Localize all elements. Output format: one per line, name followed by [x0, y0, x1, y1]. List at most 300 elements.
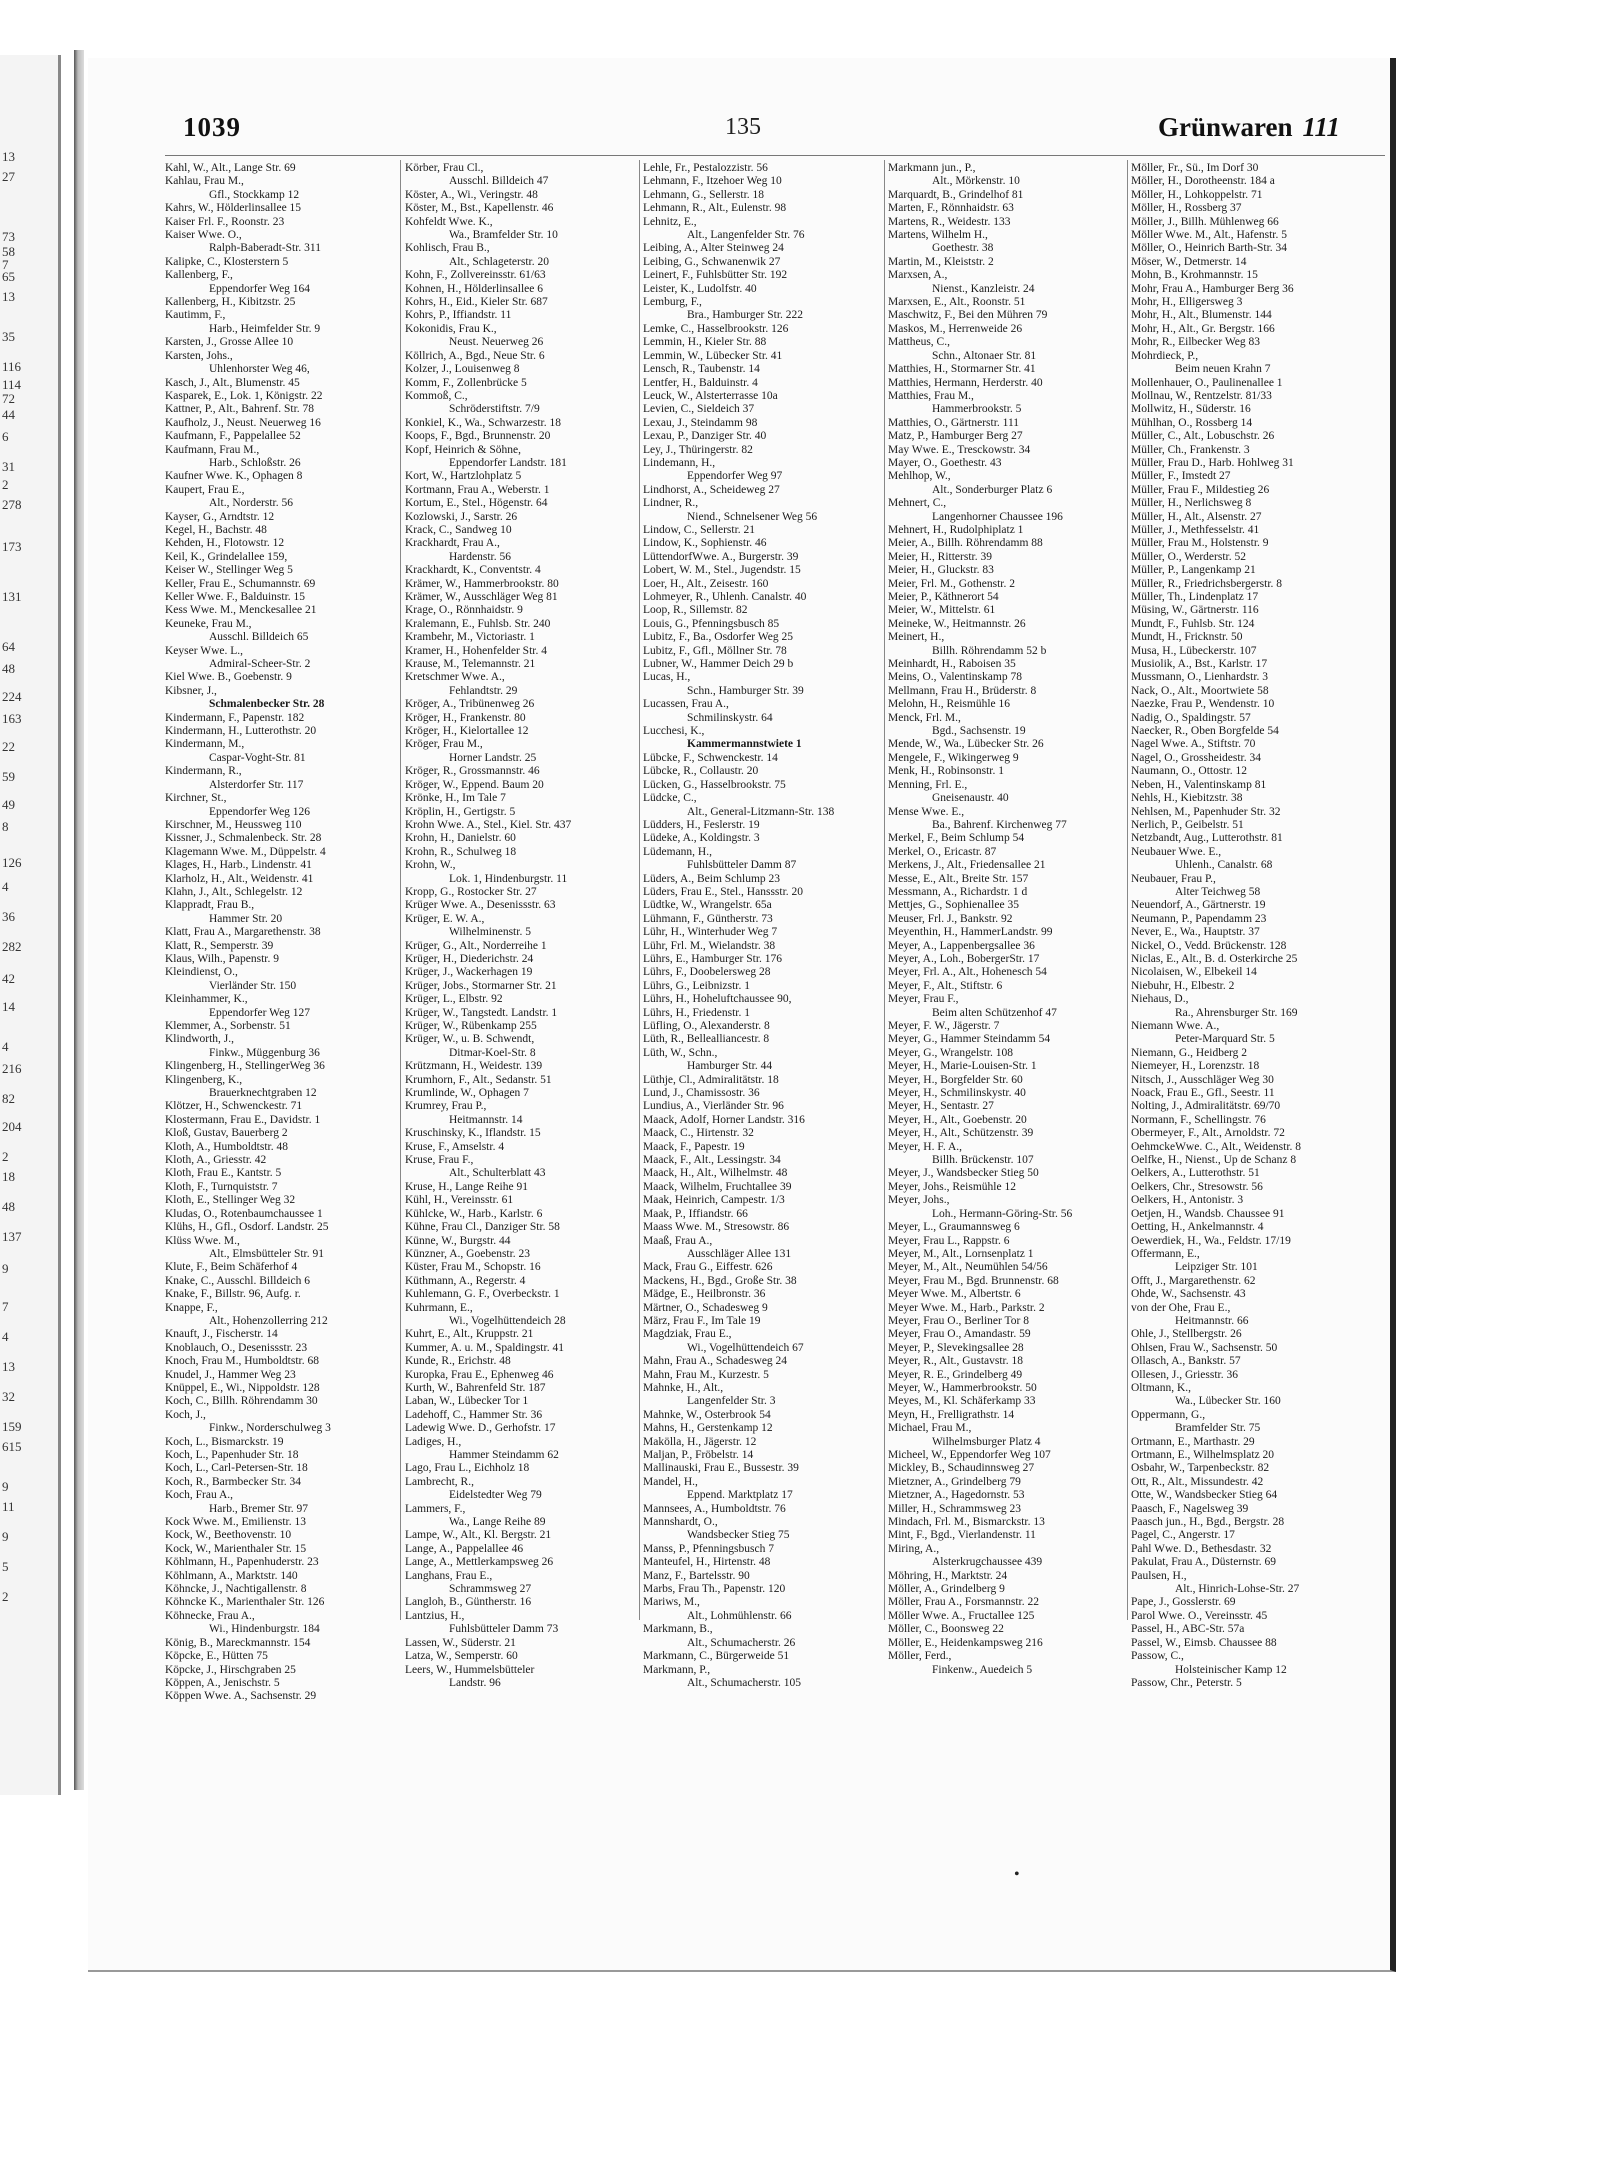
directory-entry: Meyer, J., Wandsbecker Stieg 50 [888, 1167, 1039, 1180]
margin-fragment: 9 [2, 1529, 9, 1544]
directory-entry: Konkiel, K., Wa., Schwarzestr. 18 [405, 416, 561, 429]
directory-entry: Klingenberg, H., StellingerWeg 36 [165, 1060, 325, 1073]
directory-entry: Kayser, G., Arndtstr. 12 [165, 510, 275, 523]
directory-entry: Karsten, J., Grosse Allee 10 [165, 336, 294, 349]
directory-entry: Oelfke, H., Nienst., Up de Schanz 8 [1131, 1154, 1297, 1167]
directory-entry: Mietzner, A., Grindelberg 79 [888, 1475, 1021, 1488]
directory-entry: Meyer, Frau L., Rappstr. 6 [888, 1234, 1010, 1247]
margin-fragment: 173 [2, 539, 22, 554]
directory-entry: Meyer, Johs., Reismühle 12 [888, 1180, 1016, 1193]
directory-entry: Meyer, P., Slevekingsallee 28 [888, 1341, 1024, 1354]
directory-entry: Landstr. 96 [449, 1676, 501, 1689]
directory-column-2 [405, 162, 637, 1689]
directory-entry: Krönke, H., Im Tale 7 [405, 792, 506, 805]
directory-entry: Maak, P., Iffiandstr. 66 [643, 1207, 748, 1220]
directory-entry: Kruse, Frau F., [405, 1154, 474, 1167]
directory-entry: Schmalenbecker Str. 28 [209, 698, 325, 711]
directory-entry: Kohlisch, Frau B., [405, 242, 490, 255]
column-divider [639, 160, 640, 1620]
directory-entry: Lubitz, F., Ba., Osdorfer Weg 25 [643, 631, 793, 644]
directory-entry: Kuhrmann, E., [405, 1301, 473, 1314]
margin-fragment: 8 [2, 819, 9, 834]
directory-entry: Lange, A., Mettlerkampsweg 26 [405, 1556, 554, 1569]
directory-entry: Leipziger Str. 101 [1175, 1261, 1258, 1274]
directory-entry: Kaufner Wwe. K., Ophagen 8 [165, 470, 303, 483]
directory-entry: Krämer, W., Hammerbrookstr. 80 [405, 577, 559, 590]
directory-entry: Bgd., Sachsenstr. 19 [932, 725, 1026, 738]
directory-entry: Mariws, M., [643, 1596, 700, 1609]
directory-entry: Bra., Hamburger Str. 222 [687, 309, 804, 322]
directory-entry: Körber, Frau Cl., [405, 162, 484, 174]
directory-entry: Kiel Wwe. B., Goebenstr. 9 [165, 671, 292, 684]
directory-entry: Köhnecke, Frau A., [165, 1609, 255, 1622]
margin-fragment: 22 [2, 739, 15, 754]
directory-entry: Alt., Mörkenstr. 10 [932, 175, 1020, 188]
directory-entry: Knoch, Frau M., Humboldtstr. 68 [165, 1355, 319, 1368]
directory-entry: Beim neuen Krahn 7 [1175, 363, 1271, 376]
margin-fragment: 4 [2, 879, 9, 894]
directory-entry: Noack, Frau E., Gfl., Seestr. 11 [1131, 1087, 1275, 1100]
directory-entry: Eppend. Marktplatz 17 [687, 1489, 793, 1502]
directory-entry: Komm, F., Zollenbrücke 5 [405, 376, 527, 389]
directory-entry: May Wwe. E., Tresckowstr. 34 [888, 443, 1031, 456]
directory-entry: Ra., Ahrensburger Str. 169 [1175, 1006, 1298, 1019]
margin-fragment: 126 [2, 855, 22, 870]
margin-fragment: 14 [2, 999, 15, 1014]
directory-entry: Krohn Wwe. A., Stel., Kiel. Str. 437 [405, 818, 572, 831]
directory-entry: Menning, Frl. E., [888, 778, 968, 791]
directory-entry: Mehnert, C., [888, 497, 947, 510]
directory-entry: Schrammsweg 27 [449, 1583, 532, 1596]
directory-entry: Meyer, Frl. A., Alt., Hohenesch 54 [888, 966, 1047, 979]
directory-entry: Finkenw., Auedeich 5 [932, 1663, 1033, 1676]
directory-entry: Müller, J., Methfesselstr. 41 [1131, 523, 1260, 536]
margin-fragment: 48 [2, 1199, 15, 1214]
directory-entry: Alt., General-Litzmann-Str. 138 [687, 805, 835, 818]
directory-entry: Peter-Marquard Str. 5 [1175, 1033, 1275, 1046]
directory-entry: Kohrs, P., Iffiandstr. 11 [405, 309, 512, 322]
directory-entry: Meyer, H., Borgfelder Str. 60 [888, 1073, 1023, 1086]
directory-entry: Krohn, R., Schulweg 18 [405, 845, 517, 858]
directory-entry: Martin, M., Kleiststr. 2 [888, 255, 994, 268]
directory-entry: Mohn, B., Krohmannstr. 15 [1131, 269, 1258, 282]
directory-entry: Alt., Hohenzollerring 212 [209, 1314, 328, 1327]
directory-entry: Manss, P., Pfenningsbusch 7 [643, 1542, 774, 1555]
directory-entry: Lührs, H., Friedenstr. 1 [643, 1006, 751, 1019]
directory-entry: Maack, Adolf, Horner Landstr. 316 [643, 1113, 805, 1126]
directory-entry: Naumann, O., Ottostr. 12 [1131, 765, 1247, 778]
directory-entry: Mohr, H., Alt., Blumenstr. 144 [1131, 309, 1272, 322]
directory-entry: Heitmannstr. 14 [449, 1113, 523, 1126]
directory-entry: Kleindienst, O., [165, 966, 238, 979]
margin-fragment: 7 [2, 257, 9, 272]
directory-entry: Möller Wwe. A., Fructallee 125 [888, 1609, 1035, 1622]
directory-entry: Kuhlemann, G. F., Overbeckstr. 1 [405, 1288, 560, 1301]
directory-entry: Meier, H., Gluckstr. 83 [888, 564, 994, 577]
directory-entry: Marxsen, A., [888, 269, 948, 282]
directory-entry: Lemmin, H., Kieler Str. 88 [643, 336, 767, 349]
directory-entry: Kirschner, M., Heussweg 110 [165, 818, 302, 831]
directory-entry: Billh. Röhrendamm 52 b [932, 644, 1047, 657]
directory-entry: Lüfling, O., Alexanderstr. 8 [643, 1020, 770, 1032]
directory-entry: Otte, W., Wandsbecker Stieg 64 [1131, 1489, 1278, 1502]
directory-entry: Ley, J., Thüringerstr. 82 [643, 443, 753, 456]
directory-entry: Möller, E., Heidenkampsweg 216 [888, 1636, 1043, 1649]
directory-entry: Krause, M., Telemannstr. 21 [405, 658, 536, 671]
directory-entry: Klatt, Frau A., Margarethenstr. 38 [165, 926, 321, 939]
directory-entry: Lindner, R., [643, 497, 699, 510]
directory-entry: Köppen, A., Jenischstr. 5 [165, 1676, 280, 1689]
directory-entry: Nehls, H., Kiebitzstr. 38 [1131, 792, 1243, 805]
directory-entry: Mahn, Frau M., Kurzestr. 5 [643, 1368, 769, 1381]
directory-entry: Kort, W., Hartzlohplatz 5 [405, 470, 522, 483]
directory-entry: Harb., Schloßstr. 26 [209, 456, 301, 469]
directory-column-5 [1131, 162, 1371, 1689]
directory-entry: Kohfeldt Wwe. K., [405, 215, 493, 228]
directory-entry: Kramer, H., Hohenfelder Str. 4 [405, 644, 547, 657]
directory-entry: Magdziak, Frau E., [643, 1328, 732, 1341]
directory-entry: Menck, Frl. M., [888, 711, 961, 724]
directory-entry: Leibing, A., Alter Steinweg 24 [643, 242, 784, 255]
directory-entry: Pape, J., Gosslerstr. 69 [1131, 1596, 1236, 1609]
directory-entry: Lemburg, F., [643, 296, 702, 309]
directory-entry: Kröger, R., Grossmannstr. 46 [405, 765, 540, 778]
directory-entry: Ohle, J., Stellbergstr. 26 [1131, 1328, 1242, 1341]
directory-entry: Eppendorfer Weg 164 [209, 282, 311, 295]
directory-entry: Kloth, E., Stellinger Weg 32 [165, 1194, 296, 1207]
margin-fragment: 278 [2, 497, 22, 512]
directory-entry: Mädge, E., Heilbronstr. 36 [643, 1288, 766, 1301]
directory-entry: Passow, Chr., Peterstr. 5 [1131, 1676, 1242, 1689]
directory-entry: Mallinauski, Frau E., Bussestr. 39 [643, 1462, 799, 1475]
directory-entry: Kühne, Frau Cl., Danziger Str. 58 [405, 1221, 560, 1234]
directory-entry: Harb., Heimfelder Str. 9 [209, 322, 321, 335]
directory-entry: Lange, A., Pappelallee 46 [405, 1542, 524, 1555]
directory-entry: Manz, F., Bartelsstr. 90 [643, 1569, 750, 1582]
margin-fragment: 4 [2, 1329, 9, 1344]
directory-entry: Kommoß, C., [405, 389, 468, 402]
directory-entry: Mohr, R., Eilbecker Weg 83 [1131, 336, 1261, 349]
directory-entry: Koops, F., Bgd., Brunnenstr. 20 [405, 430, 551, 443]
directory-entry: Mollnau, W., Rentzelstr. 81/33 [1131, 389, 1272, 402]
directory-entry: Kuhrt, E., Alt., Kruppstr. 21 [405, 1328, 534, 1341]
directory-entry: Micheel, W., Eppendorfer Weg 107 [888, 1449, 1051, 1461]
directory-entry: Vierländer Str. 150 [209, 979, 297, 992]
column-divider [1127, 160, 1128, 1620]
directory-entry: Müller, P., Langenkamp 21 [1131, 564, 1256, 577]
directory-entry: Ladewig Wwe. D., Gerhofstr. 17 [405, 1422, 556, 1435]
directory-entry: Marbs, Frau Th., Papenstr. 120 [643, 1583, 786, 1596]
directory-entry: Kruse, F., Amselstr. 4 [405, 1140, 505, 1153]
directory-entry: Alt., Sonderburger Platz 6 [932, 483, 1053, 496]
directory-entry: Kasch, J., Alt., Blumenstr. 45 [165, 376, 300, 389]
margin-fragment: 615 [2, 1439, 22, 1454]
directory-entry: Nickel, O., Vedd. Brückenstr. 128 [1131, 939, 1287, 952]
directory-entry: Krüger, J., Wackerhagen 19 [405, 966, 533, 979]
directory-entry: Alt., Elmsbütteler Str. 91 [209, 1247, 324, 1260]
directory-entry: Caspar-Voght-Str. 81 [209, 751, 306, 764]
directory-entry: Keil, K., Grindelallee 159, [165, 550, 288, 563]
directory-entry: Alt., Norderstr. 56 [209, 497, 294, 510]
directory-entry: Krüger, Jobs., Stormarner Str. 21 [405, 979, 557, 992]
directory-entry: Alt., Schulterblatt 43 [449, 1167, 546, 1180]
directory-entry: Möller, A., Grindelberg 9 [888, 1583, 1005, 1596]
directory-entry: Kropp, G., Rostocker Str. 27 [405, 885, 537, 898]
directory-entry: Köster, M., Bst., Kapellenstr. 46 [405, 202, 554, 215]
directory-entry: Lührs, E., Hamburger Str. 176 [643, 952, 783, 965]
directory-entry: Krüger, G., Alt., Norderreihe 1 [405, 939, 547, 952]
margin-fragment: 224 [2, 689, 22, 704]
directory-entry: Mannsees, A., Humboldtstr. 76 [643, 1502, 786, 1515]
directory-entry: Kralemann, E., Fuhlsb. Str. 240 [405, 617, 551, 630]
directory-entry: Lehmann, R., Alt., Eulenstr. 98 [643, 202, 787, 215]
directory-entry: Krage, O., Rönnhaidstr. 9 [405, 604, 523, 617]
directory-entry: Niehaus, D., [1131, 993, 1189, 1006]
directory-entry: Schn., Altonaer Str. 81 [932, 349, 1037, 362]
header-section-title [1158, 112, 1340, 143]
margin-fragment: 9 [2, 1479, 9, 1494]
directory-entry: März, Frau F., Im Tale 19 [643, 1314, 761, 1327]
directory-entry: Meyer, W., Hammerbrookstr. 50 [888, 1381, 1037, 1394]
directory-entry: Meier, A., Billh. Röhrendamm 88 [888, 537, 1043, 550]
directory-entry: Klingenberg, K., [165, 1073, 243, 1086]
directory-entry: Oltmann, K., [1131, 1381, 1192, 1394]
directory-entry: Hammerbrookstr. 5 [932, 403, 1022, 416]
directory-entry: Krüger, E. W. A., [405, 912, 485, 925]
directory-entry: Lüdemann, H., [643, 845, 712, 858]
directory-entry: Kröger, H., Kielortallee 12 [405, 725, 529, 738]
directory-entry: Wandsbecker Stieg 75 [687, 1529, 790, 1542]
directory-entry: Müller, Ch., Frankenstr. 3 [1131, 443, 1250, 456]
directory-entry: Kleinhammer, K., [165, 993, 248, 1006]
directory-entry: Klute, F., Beim Schäferhof 4 [165, 1261, 298, 1274]
margin-fragment: 2 [2, 477, 9, 492]
directory-entry: Eppendorfer Weg 126 [209, 805, 311, 818]
directory-entry: Müller, Frau M., Holstenstr. 9 [1131, 537, 1269, 550]
directory-entry: Messe, E., Alt., Breite Str. 157 [888, 872, 1029, 885]
directory-entry: Kloth, A., Griesstr. 42 [165, 1154, 267, 1167]
directory-entry: Klemmer, A., Sorbenstr. 51 [165, 1020, 291, 1032]
margin-fragment: 31 [2, 459, 15, 474]
directory-entry: Eidelstedter Weg 79 [449, 1489, 542, 1502]
directory-entry: Müller, H., Nerlichsweg 8 [1131, 497, 1252, 510]
directory-entry: Normann, F., Schellingstr. 76 [1131, 1113, 1266, 1126]
directory-entry: Loop, R., Sillemstr. 82 [643, 604, 748, 617]
directory-entry: Möller, H., Dorotheenstr. 184 a [1131, 175, 1275, 188]
directory-entry: Meyer Wwe. M., Albertstr. 6 [888, 1288, 1021, 1301]
directory-entry: Meier, W., Mittelstr. 61 [888, 604, 996, 617]
directory-entry: Lüdeke, A., Koldingstr. 3 [643, 832, 760, 845]
directory-entry: Oppermann, G., [1131, 1408, 1206, 1421]
directory-entry: Gfl., Stockkamp 12 [209, 188, 300, 201]
directory-entry: Krambehr, M., Victoriastr. 1 [405, 631, 535, 644]
directory-entry: Marquardt, B., Grindelhof 81 [888, 188, 1024, 201]
directory-entry: Klüss Wwe. M., [165, 1234, 240, 1247]
directory-entry: Kaufholz, J., Neust. Neuerweg 16 [165, 416, 321, 429]
directory-entry: Lüdders, H., Feslerstr. 19 [643, 818, 760, 831]
directory-entry: Klatt, R., Semperstr. 39 [165, 939, 274, 952]
directory-entry: Mende, W., Wa., Lübecker Str. 26 [888, 738, 1044, 751]
directory-entry: Mattheus, C., [888, 336, 950, 349]
margin-fragment: 65 [2, 269, 15, 284]
directory-entry: Lundius, A., Vierländer Str. 96 [643, 1100, 784, 1113]
directory-entry: Kaiser Frl. F., Roonstr. 23 [165, 215, 285, 228]
directory-entry: Kozlowski, J., Sarstr. 26 [405, 510, 518, 523]
directory-entry: Ohlsen, Frau W., Sachsenstr. 50 [1131, 1341, 1278, 1354]
directory-entry: Meyer, H., Alt., Schützenstr. 39 [888, 1127, 1034, 1140]
directory-entry: Keller Wwe. F., Balduinstr. 15 [165, 591, 306, 603]
directory-entry: Lücken, G., Hasselbrookstr. 75 [643, 778, 786, 791]
directory-entry: Uhlenhorster Weg 46, [209, 363, 310, 376]
margin-fragment: 13 [2, 1359, 15, 1374]
directory-entry: Künne, W., Burgstr. 44 [405, 1234, 511, 1247]
directory-entry: Lüth, W., Schn., [643, 1046, 718, 1059]
directory-entry: Müller, H., Alt., Alsenstr. 27 [1131, 510, 1262, 523]
directory-entry: Markmann jun., P., [888, 162, 976, 174]
directory-entry: Mengele, F., Wikingerweg 9 [888, 751, 1019, 764]
directory-entry: König, B., Mareckmannstr. 154 [165, 1636, 311, 1649]
directory-entry: Alsterkrugchaussee 439 [932, 1556, 1043, 1569]
directory-entry: Mohr, Frau A., Hamburger Berg 36 [1131, 282, 1294, 295]
margin-fragment: 2 [2, 1149, 9, 1164]
directory-entry: Kröger, Frau M., [405, 738, 483, 751]
directory-entry: Lührs, F., Doobelersweg 28 [643, 966, 771, 979]
directory-entry: Kruschinsky, K., Iflandstr. 15 [405, 1127, 541, 1140]
directory-entry: Mickley, B., Schaudinnsweg 27 [888, 1462, 1035, 1475]
column-divider [400, 160, 401, 1620]
directory-entry: Meyer, M., Alt., Lornsenplatz 1 [888, 1247, 1034, 1260]
directory-entry: Lüders, Frau E., Stel., Hanssstr. 20 [643, 885, 804, 898]
directory-entry: Nagel, O., Grossheidestr. 34 [1131, 751, 1261, 764]
directory-entry: Niemann Wwe. A., [1131, 1020, 1220, 1032]
directory-entry: Billh. Brückenstr. 107 [932, 1154, 1034, 1167]
header-rule [165, 155, 1385, 156]
section-number: 111 [1302, 112, 1340, 142]
directory-entry: Mohr, H., Alt., Gr. Bergstr. 166 [1131, 322, 1275, 335]
directory-entry: Kindermann, R., [165, 765, 242, 778]
directory-entry: Matthies, Frau M., [888, 389, 974, 402]
margin-fragment: 216 [2, 1061, 22, 1076]
directory-entry: Naezke, Frau P., Wendenstr. 10 [1131, 698, 1275, 711]
directory-entry: Mahnke, H., Alt., [643, 1381, 724, 1394]
directory-entry: Marten, F., Rönnhaidstr. 63 [888, 202, 1014, 215]
directory-entry: Klaus, Wilh., Papenstr. 9 [165, 952, 280, 965]
directory-entry: Krüger Wwe. A., Desenissstr. 63 [405, 899, 556, 912]
directory-entry: Knake, C., Ausschl. Billdeich 6 [165, 1274, 311, 1287]
directory-entry: Alt., Hinrich-Lohse-Str. 27 [1175, 1583, 1300, 1596]
directory-entry: Möller, H., Lohkoppelstr. 71 [1131, 188, 1263, 201]
directory-entry: Müller, F., Imstedt 27 [1131, 470, 1231, 483]
directory-entry: Nagel Wwe. A., Stiftstr. 70 [1131, 738, 1256, 751]
directory-entry: Lüthje, Cl., Admiralitätstr. 18 [643, 1073, 779, 1086]
directory-entry: Krohn, W., [405, 859, 456, 872]
directory-entry: Krüger, W., u. B. Schwendt, [405, 1033, 535, 1046]
directory-entry: Mollwitz, H., Süderstr. 16 [1131, 403, 1251, 416]
directory-entry: Lühr, H., Winterhuder Weg 7 [643, 926, 778, 939]
directory-entry: Wilhelminenstr. 5 [449, 926, 531, 939]
directory-entry: Ba., Bahrenf. Kirchenweg 77 [932, 818, 1067, 831]
directory-entry: Ollasch, A., Bankstr. 57 [1131, 1355, 1241, 1368]
directory-entry: Lüth, R., Bellealliancestr. 8 [643, 1033, 770, 1046]
directory-entry: Alt., Schlageterstr. 20 [449, 255, 549, 268]
directory-entry: Müller, C., Alt., Lobuschstr. 26 [1131, 430, 1275, 443]
directory-entry: Müller, O., Werderstr. 52 [1131, 550, 1246, 563]
directory-entry: Kolzer, J., Louisenweg 8 [405, 363, 520, 376]
directory-entry: Lexau, J., Steindamm 98 [643, 416, 758, 429]
directory-entry: Osbahr, W., Tarpenbeckstr. 82 [1131, 1462, 1270, 1475]
directory-entry: Leibing, G., Schwanenwik 27 [643, 255, 781, 268]
directory-entry: Matz, P., Hamburger Berg 27 [888, 430, 1023, 443]
directory-entry: Lühr, Frl. M., Wielandstr. 38 [643, 939, 776, 952]
directory-entry: Keiser W., Stellinger Weg 5 [165, 564, 293, 577]
directory-entry: Meyer, Frau M., Bgd. Brunnenstr. 68 [888, 1274, 1059, 1287]
directory-entry: Alt., Schumacherstr. 26 [687, 1636, 796, 1649]
margin-fragment: 73 [2, 229, 15, 244]
directory-entry: Meyer, H., Alt., Goebenstr. 20 [888, 1113, 1027, 1126]
directory-entry: Goethestr. 38 [932, 242, 994, 255]
directory-entry: Michael, Frau M., [888, 1422, 972, 1435]
directory-entry: Mack, Frau G., Eiffestr. 626 [643, 1261, 773, 1274]
directory-entry: Wa., Lange Reihe 89 [449, 1516, 546, 1529]
directory-entry: Mietzner, A., Hagedornstr. 53 [888, 1489, 1025, 1502]
directory-entry: Lexau, P., Danziger Str. 40 [643, 430, 767, 443]
directory-entry: Lobert, W. M., Stel., Jugendstr. 15 [643, 564, 801, 577]
directory-entry: Ladiges, H., [405, 1435, 462, 1448]
directory-entry: Keuneke, Frau M., [165, 617, 252, 630]
directory-entry: Meins, O., Valentinskamp 78 [888, 671, 1022, 684]
directory-entry: Wilhelmsburger Platz 4 [932, 1435, 1041, 1448]
directory-entry: Krumlinde, W., Ophagen 7 [405, 1087, 529, 1100]
directory-entry: Klötzer, H., Schwenckestr. 71 [165, 1100, 303, 1113]
directory-entry: Admiral-Scheer-Str. 2 [209, 658, 311, 671]
directory-column-1 [165, 162, 398, 1703]
directory-entry: Langloh, B., Güntherstr. 16 [405, 1596, 532, 1609]
directory-entry: Neben, H., Valentinskamp 81 [1131, 778, 1267, 791]
directory-entry: Meyer, G., Hammer Steindamm 54 [888, 1033, 1051, 1046]
directory-entry: Miller, H., Schrammsweg 23 [888, 1502, 1022, 1515]
header-left-number: 1039 [183, 112, 241, 142]
section-word: Grünwaren [1157, 112, 1293, 142]
directory-entry: Alt., Langenfelder Str. 76 [687, 229, 805, 242]
directory-entry: Mohr, H., Elligersweg 3 [1131, 296, 1243, 309]
directory-entry: Mollenhauer, O., Paulinenallee 1 [1131, 376, 1283, 389]
directory-entry: Lühmann, F., Güntherstr. 73 [643, 912, 773, 925]
directory-entry: Maack, F., Alt., Lessingstr. 34 [643, 1154, 781, 1167]
directory-entry: Nack, O., Alt., Moortwiete 58 [1131, 684, 1269, 697]
directory-entry: Kahrs, W., Hölderlinsallee 15 [165, 202, 302, 215]
directory-entry: Möhring, H., Marktstr. 24 [888, 1569, 1008, 1582]
directory-entry: Köhncke, J., Nachtigallenstr. 8 [165, 1583, 307, 1596]
directory-entry: Langenhorner Chaussee 196 [932, 510, 1063, 523]
margin-fragment: 9 [2, 1261, 9, 1276]
directory-entry: Meier, Frl. M., Gothenstr. 2 [888, 577, 1015, 590]
directory-entry: Nicolaisen, W., Elbekeil 14 [1131, 966, 1257, 979]
margin-fragment: 13 [2, 289, 15, 304]
directory-entry: Meyn, H., Frelligrathstr. 14 [888, 1408, 1015, 1421]
directory-entry: Meyer, F. W., Jägerstr. 7 [888, 1020, 1000, 1032]
directory-entry: Kahl, W., Alt., Lange Str. 69 [165, 162, 296, 174]
directory-entry: Kopf, Heinrich & Söhne, [405, 443, 521, 456]
directory-entry: Küster, Frau M., Schopstr. 16 [405, 1261, 541, 1274]
directory-entry: Kretschmer Wwe. A., [405, 671, 505, 684]
directory-entry: Oetjen, H., Wandsb. Chaussee 91 [1131, 1207, 1285, 1220]
directory-entry: Kehden, H., Flotowstr. 12 [165, 537, 285, 550]
directory-entry: Meyer, H., Marie-Louisen-Str. 1 [888, 1060, 1037, 1073]
directory-entry: Ausschl. Billdeich 65 [209, 631, 309, 644]
directory-entry: Maskos, M., Herrenweide 26 [888, 322, 1023, 335]
directory-entry: Müller, Th., Lindenplatz 17 [1131, 591, 1259, 603]
directory-entry: Lüdcke, C., [643, 792, 697, 805]
